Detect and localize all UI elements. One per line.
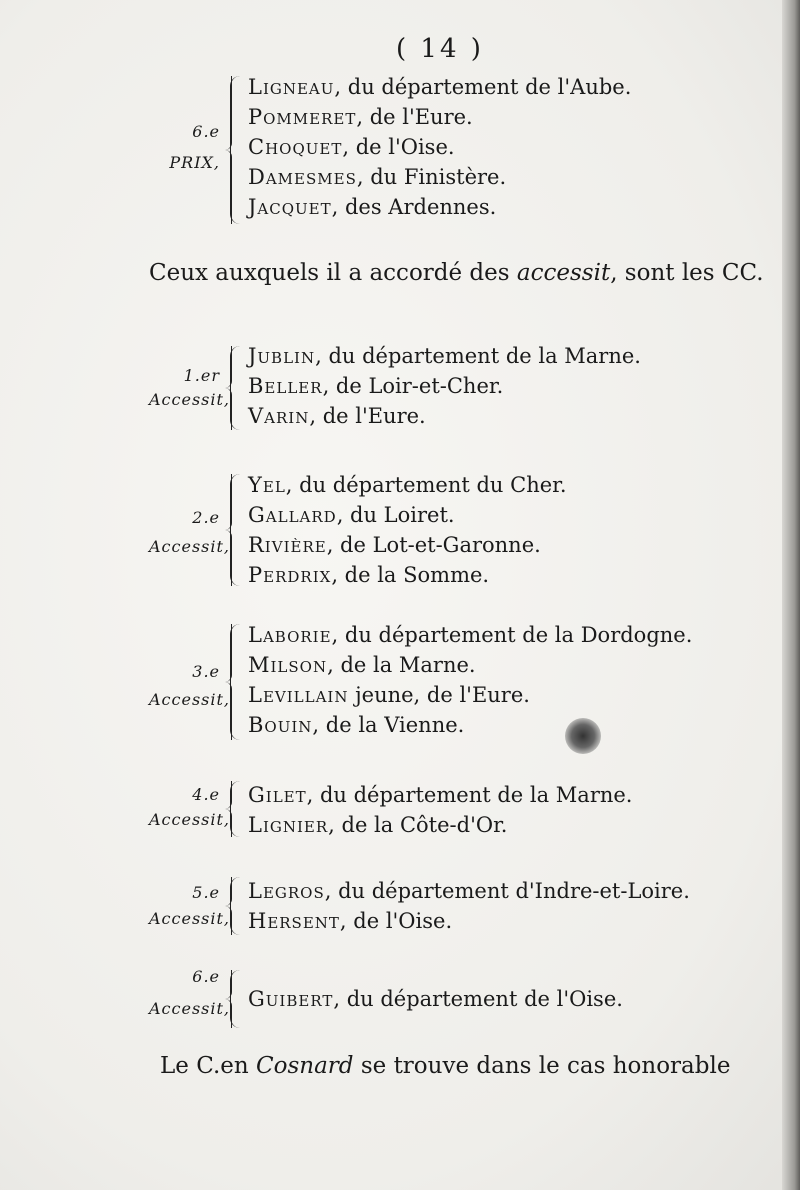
list-item: Hersent, de l'Oise.: [248, 909, 453, 933]
prix-label: PRIX,: [169, 153, 220, 172]
list-item: Gallard, du Loiret.: [248, 503, 455, 527]
page-number: ( 14 ): [396, 34, 484, 64]
accessit-ordinal: 5.e: [192, 883, 220, 902]
list-item: Laborie, du département de la Dordogne.: [248, 623, 693, 647]
list-item: Milson, de la Marne.: [248, 653, 476, 677]
accessit-entries: [248, 984, 623, 1014]
list-item: Perdrix, de la Somme.: [248, 563, 490, 587]
accessit-brace: [230, 877, 241, 935]
accessit-entries: [248, 620, 692, 740]
list-item: Guibert, du département de l'Oise.: [248, 987, 623, 1011]
accessit-label: Accessit,: [149, 999, 230, 1018]
accessit-label: Accessit,: [149, 690, 230, 709]
prix-ordinal: 6.e: [192, 122, 220, 141]
accessit-brace: [230, 474, 241, 586]
accessit-entries: [248, 470, 567, 590]
ink-stain: [565, 718, 601, 754]
list-item: Levillain jeune, de l'Eure.: [248, 683, 530, 707]
accessit-entries: [248, 876, 690, 936]
list-item: Rivière, de Lot-et-Garonne.: [248, 533, 541, 557]
list-item: Ligneau, du département de l'Aube.: [248, 75, 632, 99]
accessit-brace: [230, 346, 241, 430]
prix-entries: [248, 72, 631, 222]
accessit-entries: [248, 341, 641, 431]
accessit-ordinal: 2.e: [192, 508, 220, 527]
accessit-ordinal: 6.e: [192, 967, 220, 986]
list-item: Lignier, de la Côte-d'Or.: [248, 813, 508, 837]
list-item: Damesmes, du Finistère.: [248, 165, 507, 189]
list-item: Legros, du département d'Indre-et-Loire.: [248, 879, 690, 903]
accessit-intro: Ceux auxquels il a accordé des accessit, sont les CC.: [149, 260, 764, 286]
prix-brace: [230, 76, 241, 224]
accessit-entries: [248, 780, 632, 840]
list-item: Jacquet, des Ardennes.: [248, 195, 497, 219]
accessit-ordinal: 4.e: [192, 785, 220, 804]
list-item: Varin, de l'Eure.: [248, 404, 426, 428]
list-item: Choquet, de l'Oise.: [248, 135, 455, 159]
list-item: Jublin, du département de la Marne.: [248, 344, 641, 368]
accessit-ordinal: 3.e: [192, 662, 220, 681]
list-item: Gilet, du département de la Marne.: [248, 783, 633, 807]
list-item: Beller, de Loir-et-Cher.: [248, 374, 504, 398]
accessit-ordinal: 1.er: [183, 366, 220, 385]
closing-line: Le C.en Cosnard se trouve dans le cas honorable: [160, 1053, 731, 1079]
accessit-brace: [230, 624, 241, 740]
list-item: Pommeret, de l'Eure.: [248, 105, 473, 129]
accessit-brace: [230, 970, 241, 1028]
accessit-brace: [230, 781, 241, 837]
accessit-label: Accessit,: [149, 909, 230, 928]
list-item: Yel, du département du Cher.: [248, 473, 567, 497]
page-edge-shadow: [782, 0, 800, 1190]
accessit-label: Accessit,: [149, 810, 230, 829]
list-item: Bouin, de la Vienne.: [248, 713, 465, 737]
accessit-label: Accessit,: [149, 537, 230, 556]
accessit-label: Accessit,: [149, 390, 230, 409]
